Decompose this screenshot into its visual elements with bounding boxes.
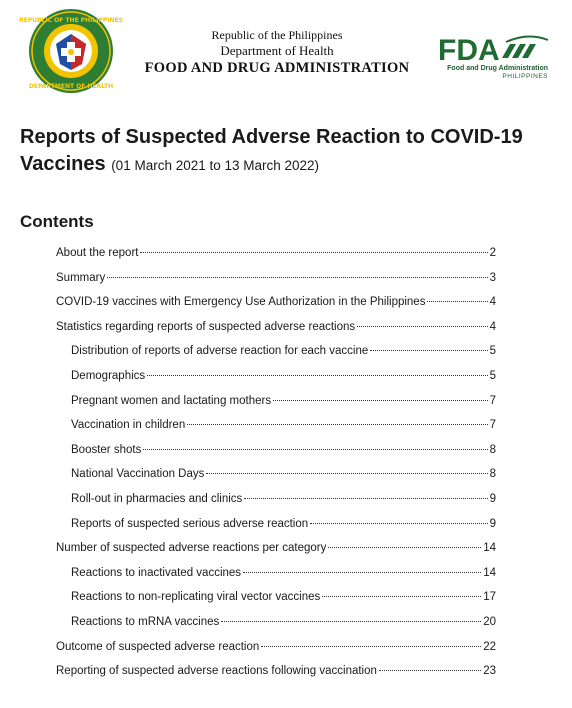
toc-entry-page: 14	[483, 567, 496, 579]
toc-entry[interactable]	[71, 344, 496, 358]
toc-entry-page: 9	[489, 493, 496, 505]
toc-dot-leader	[273, 400, 488, 401]
toc-dot-leader	[140, 252, 487, 253]
toc-entry[interactable]	[56, 320, 496, 334]
toc-entry[interactable]	[71, 517, 496, 531]
toc-entry[interactable]	[71, 492, 496, 506]
toc-entry-label: Statistics regarding reports of suspected adverse reactions	[56, 321, 356, 333]
toc-entry-label: Demographics	[71, 370, 146, 382]
toc-entry-label: About the report	[56, 247, 139, 259]
toc-entry-label: National Vaccination Days	[71, 468, 205, 480]
toc-entry-page: 5	[489, 345, 496, 357]
toc-entry-label: Reporting of suspected adverse reactions following vaccination	[56, 665, 377, 677]
toc-entry-label: Roll-out in pharmacies and clinics	[71, 493, 243, 505]
toc-entry[interactable]	[71, 566, 496, 580]
toc-entry-page: 8	[489, 444, 496, 456]
agency-line: FOOD AND DRUG ADMINISTRATION	[144, 60, 410, 76]
toc-dot-leader	[143, 449, 487, 450]
toc-entry-label: Booster shots	[71, 444, 142, 456]
toc-dot-leader	[147, 375, 487, 376]
toc-entry-page: 3	[489, 272, 496, 284]
toc-dot-leader	[187, 424, 487, 425]
toc-dot-leader	[206, 473, 487, 474]
toc-entry-label: Summary	[56, 272, 106, 284]
toc-entry-page: 4	[489, 296, 496, 308]
toc-entry-page: 7	[489, 395, 496, 407]
document-title	[20, 124, 550, 179]
toc-dot-leader	[221, 621, 481, 622]
toc-entry-label: Vaccination in children	[71, 419, 186, 431]
toc-entry[interactable]	[56, 541, 496, 555]
toc-entry[interactable]	[71, 418, 496, 432]
toc-dot-leader	[244, 498, 487, 499]
toc-entry-label: Reactions to non-replicating viral vector vaccines	[71, 591, 321, 603]
toc-entry-label: Pregnant women and lactating mothers	[71, 395, 272, 407]
letterhead	[124, 28, 430, 77]
toc-entry-page: 22	[483, 641, 496, 653]
title-main: Reports of Suspected Adverse Reaction to COVID-19 Vaccines	[20, 126, 523, 175]
toc-entry-label: Number of suspected adverse reactions per category	[56, 542, 327, 554]
toc-dot-leader	[370, 350, 487, 351]
toc-entry[interactable]	[71, 590, 496, 604]
toc-entry-page: 8	[489, 468, 496, 480]
toc-dot-leader	[379, 670, 481, 671]
doh-seal-logo	[19, 8, 123, 94]
department-line: Department of Health	[220, 43, 334, 58]
toc-dot-leader	[107, 277, 487, 278]
toc-entry[interactable]	[56, 664, 496, 678]
toc-dot-leader	[243, 572, 481, 573]
toc-entry[interactable]	[56, 295, 496, 309]
toc-entry-page: 17	[483, 591, 496, 603]
document-header	[0, 0, 572, 100]
toc-entry[interactable]	[71, 615, 496, 629]
toc-entry-label: Reports of suspected serious adverse reaction	[71, 518, 309, 530]
toc-dot-leader	[328, 547, 481, 548]
svg-text:DEPARTMENT OF HEALTH: DEPARTMENT OF HEALTH	[28, 83, 114, 90]
toc-entry-page: 4	[489, 321, 496, 333]
toc-entry[interactable]	[56, 640, 496, 654]
contents-heading: Contents	[20, 212, 94, 231]
toc-entry[interactable]	[56, 246, 496, 260]
toc-entry[interactable]	[71, 369, 496, 383]
toc-entry-page: 2	[489, 247, 496, 259]
toc-entry[interactable]	[71, 394, 496, 408]
toc-dot-leader	[427, 301, 487, 302]
toc-dot-leader	[261, 646, 481, 647]
toc-entry-page: 14	[483, 542, 496, 554]
toc-entry-page: 9	[489, 518, 496, 530]
toc-entry-label: Distribution of reports of adverse reaction for each vaccine	[71, 345, 369, 357]
republic-line: Republic of the Philippines	[211, 28, 343, 42]
toc-entry-label: Reactions to mRNA vaccines	[71, 616, 220, 628]
fda-country: PHILIPPINES	[502, 73, 548, 80]
svg-text:REPUBLIC OF THE PHILIPPINES: REPUBLIC OF THE PHILIPPINES	[19, 17, 123, 24]
toc-entry-page: 7	[489, 419, 496, 431]
toc-dot-leader	[322, 596, 481, 597]
toc-entry-page: 5	[489, 370, 496, 382]
toc-entry-label: COVID-19 vaccines with Emergency Use Authorization in the Philippines	[56, 296, 426, 308]
fda-subtitle: Food and Drug Administration	[447, 65, 548, 72]
toc-entry[interactable]	[71, 467, 496, 481]
toc-entry[interactable]	[56, 271, 496, 285]
toc-dot-leader	[310, 523, 487, 524]
toc-entry-page: 20	[483, 616, 496, 628]
toc-entry-label: Reactions to inactivated vaccines	[71, 567, 242, 579]
toc-dot-leader	[357, 326, 487, 327]
svg-text:FDA: FDA	[438, 34, 500, 67]
title-date-range: (01 March 2021 to 13 March 2022)	[111, 158, 320, 173]
toc-entry[interactable]	[71, 443, 496, 457]
toc-entry-label: Outcome of suspected adverse reaction	[56, 641, 260, 653]
toc-entry-page: 23	[483, 665, 496, 677]
